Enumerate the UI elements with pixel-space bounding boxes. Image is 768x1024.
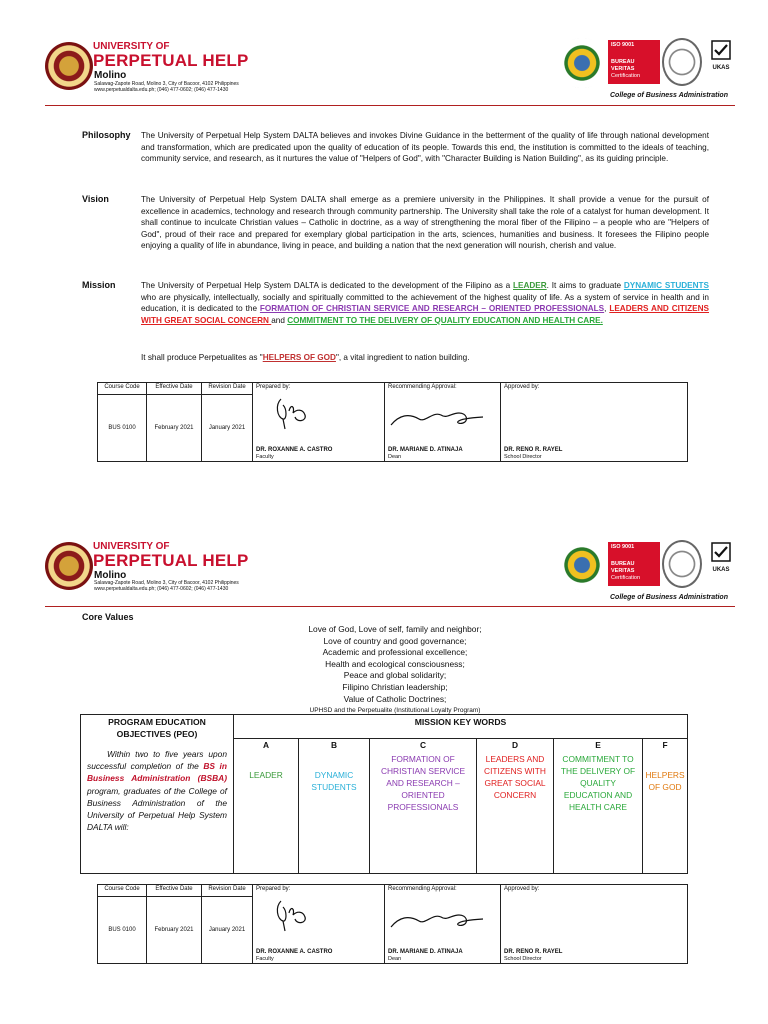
produce-part1: It shall produce Perpetualites as " bbox=[141, 353, 263, 362]
recommending-name: DR. MARIANE D. ATINAJA bbox=[388, 949, 463, 955]
ukas-logo bbox=[706, 542, 736, 586]
column-text-d: LEADERS AND CITIZENS WITH GREAT SOCIAL CONCERN bbox=[477, 751, 554, 874]
approved-name: DR. RENO R. RAYEL bbox=[504, 949, 563, 955]
peo-mission-table bbox=[80, 714, 688, 874]
address: Salawag-Zapote Road, Molino 3, City of Bacoor, 4102 Philippines bbox=[94, 81, 239, 87]
bv-1828-seal-icon bbox=[662, 38, 702, 86]
mission-text bbox=[141, 280, 709, 326]
mission-part4: , bbox=[604, 304, 610, 314]
effective-date-label: Effective Date bbox=[147, 383, 202, 395]
contact-info: www.perpetualdalta.edu.ph; (046) 477-0602; (046) 477-1430 bbox=[94, 87, 229, 93]
college-name: College of Business Administration bbox=[610, 594, 728, 601]
prepared-name: DR. ROXANNE A. CASTRO bbox=[256, 949, 333, 955]
mission-commitment: COMMITMENT TO THE DELIVERY OF QUALITY EDUCATION AND HEALTH CARE. bbox=[287, 315, 603, 325]
brand-line2: PERPETUAL HELP bbox=[93, 51, 249, 70]
mission-part2: . It aims to graduate bbox=[546, 281, 624, 290]
recommending-role: Dean bbox=[388, 956, 402, 962]
core-value-item: Value of Catholic Doctrines; bbox=[343, 693, 447, 704]
crown-check-icon bbox=[711, 40, 731, 60]
column-text-f: HELPERS OF GOD bbox=[643, 751, 688, 874]
cert-iso: ISO 9001 bbox=[611, 42, 635, 48]
mission-leader: LEADER bbox=[513, 281, 547, 290]
course-code-label: Course Code bbox=[98, 885, 147, 897]
signature-atinaja-icon bbox=[389, 405, 485, 431]
header-divider bbox=[45, 105, 735, 106]
effective-date-label: Effective Date bbox=[147, 885, 202, 897]
philosophy-text: The University of Perpetual Help System DALTA believes and invokes Divine Guidance in the betterment of the quality of life through national development and transformation, which are predicated upon the quality of education of its people. Towards this end, the institution is committed to the ideals of teaching, community service, and research, as it nurtures the value of "Helpers of God", with "Character Building is Nation Building", as its guiding principle. bbox=[141, 131, 709, 164]
column-letter-e: E bbox=[554, 739, 643, 752]
column-letter-c: C bbox=[370, 739, 477, 752]
mission-label: Mission bbox=[82, 280, 116, 290]
revision-date-label: Revision Date bbox=[202, 885, 253, 897]
course-code-label: Course Code bbox=[98, 383, 147, 395]
mission-keywords-header: MISSION KEY WORDS bbox=[234, 715, 688, 739]
bv-1828-seal-icon bbox=[662, 540, 702, 588]
core-value-item: Love of country and good governance; bbox=[323, 635, 467, 646]
campus-name: Molino bbox=[94, 570, 127, 581]
core-values-list bbox=[200, 624, 590, 717]
university-seal-logo bbox=[45, 42, 93, 90]
cert-bv: BUREAU VERITAS bbox=[611, 59, 635, 72]
prepared-label: Prepared by: bbox=[256, 384, 291, 390]
bureau-veritas-logo bbox=[608, 40, 660, 84]
approved-name: DR. RENO R. RAYEL bbox=[504, 447, 563, 453]
campus-name: Molino bbox=[94, 70, 127, 81]
produce-part2: ", a vital ingredient to nation building. bbox=[335, 353, 470, 362]
core-value-item: Academic and professional excellence; bbox=[322, 647, 468, 658]
brand-line1: UNIVERSITY OF bbox=[93, 541, 170, 552]
core-values-footer: UPHSD and the Perpetualite (Institutional Loyalty Program) bbox=[309, 707, 481, 715]
prepared-cell bbox=[253, 885, 385, 964]
recommending-role: Dean bbox=[388, 454, 402, 460]
deped-seal-icon bbox=[558, 540, 606, 590]
effective-date-value: February 2021 bbox=[147, 395, 202, 462]
ukas-text: UKAS bbox=[712, 65, 730, 71]
course-code-value: BUS 0100 bbox=[98, 395, 147, 462]
column-text-e: COMMITMENT TO THE DELIVERY OF QUALITY EDUCATION AND HEALTH CARE bbox=[554, 751, 643, 874]
revision-date-value: January 2021 bbox=[202, 897, 253, 964]
header-divider bbox=[45, 606, 735, 607]
column-text-a: LEADER bbox=[234, 751, 299, 874]
column-letter-f: F bbox=[643, 739, 688, 752]
cert-bv-sub: Certification bbox=[611, 575, 641, 581]
effective-date-value: February 2021 bbox=[147, 897, 202, 964]
core-value-item: Love of God, Love of self, family and neighbor; bbox=[308, 624, 482, 634]
column-text-b: DYNAMIC STUDENTS bbox=[299, 751, 370, 874]
recommending-cell bbox=[385, 383, 501, 462]
peo-body-part1: Within two to five years upon successful completion of the bbox=[87, 749, 227, 772]
cert-iso: ISO 9001 bbox=[611, 544, 635, 550]
vision-label: Vision bbox=[82, 194, 109, 204]
bureau-veritas-logo bbox=[608, 542, 660, 586]
signature-table-2 bbox=[97, 884, 688, 964]
signature-castro-icon bbox=[273, 395, 313, 431]
course-code-value: BUS 0100 bbox=[98, 897, 147, 964]
approved-role: School Director bbox=[504, 956, 542, 962]
approved-cell bbox=[501, 885, 688, 964]
column-letter-a: A bbox=[234, 739, 299, 752]
prepared-cell bbox=[253, 383, 385, 462]
signature-castro-icon bbox=[273, 897, 313, 933]
mission-dynamic-students: DYNAMIC STUDENTS bbox=[623, 281, 709, 290]
college-name: College of Business Administration bbox=[610, 92, 728, 99]
university-seal-logo bbox=[45, 542, 93, 590]
prepared-role: Faculty bbox=[256, 956, 274, 962]
revision-date-value: January 2021 bbox=[202, 395, 253, 462]
peo-header: PROGRAM EDUCATION OBJECTIVES (PEO) bbox=[108, 717, 206, 739]
revision-date-label: Revision Date bbox=[202, 383, 253, 395]
cert-bv: BUREAU VERITAS bbox=[611, 561, 635, 574]
recommending-label: Recommending Approval: bbox=[388, 886, 457, 892]
approved-cell bbox=[501, 383, 688, 462]
approved-label: Approved by: bbox=[504, 886, 540, 892]
peo-body-part2: program, graduates of the College of Business Administration of the University of Perpetual Help System DALTA will: bbox=[87, 785, 227, 833]
signature-table-1 bbox=[97, 382, 688, 462]
brand-line2: PERPETUAL HELP bbox=[93, 551, 249, 570]
recommending-name: DR. MARIANE D. ATINAJA bbox=[388, 447, 463, 453]
mission-part1: The University of Perpetual Help System DALTA is dedicated to the development of the Filipino as a bbox=[141, 281, 513, 290]
mission-part3: who are physically, intellectually, socially and spiritually committed to the achievement of the highest quality of life. As a system of service in health and in education, it is dedicated to the bbox=[141, 292, 709, 314]
mission-formation: FORMATION OF CHRISTIAN SERVICE AND RESEARCH – ORIENTED PROFESSIONALS bbox=[259, 304, 605, 314]
recommending-label: Recommending Approval: bbox=[388, 384, 457, 390]
contact-info: www.perpetualdalta.edu.ph; (046) 477-0602; (046) 477-1430 bbox=[94, 586, 229, 592]
ukas-logo bbox=[706, 40, 736, 84]
vision-text: The University of Perpetual Help System DALTA shall emerge as a premiere university in the Philippines. It shall provide a venue for the pursuit of excellence in academics, technology and research through community partnership. The University shall take the role of a catalyst for human development. It shall continue to inculcate Christian values – Catholic in doctrine, as a way of strengthening the moral fiber of the Filipino – a people who are "Helpers of God", proud of their race and prepared for exemplary global participation in the arts, sciences, humanities and business. It foresees the Filipino people enjoying a quality of life in abundance, living in peace, and building a nation that the next generation will nourish, cherish and value. bbox=[141, 195, 709, 251]
peo-program: BS in Business Administration (BSBA) bbox=[87, 761, 227, 784]
philosophy-label: Philosophy bbox=[82, 130, 131, 140]
signature-atinaja-icon bbox=[389, 907, 485, 933]
approved-label: Approved by: bbox=[504, 384, 540, 390]
mission-part5: and bbox=[271, 315, 288, 325]
produce-helpers-of-god: HELPERS OF GOD bbox=[262, 353, 336, 362]
deped-seal-icon bbox=[558, 38, 606, 88]
peo-body bbox=[87, 748, 227, 833]
column-text-c: FORMATION OF CHRISTIAN SERVICE AND RESEARCH – ORIENTED PROFESSIONALS bbox=[370, 751, 477, 874]
prepared-label: Prepared by: bbox=[256, 886, 291, 892]
column-letter-d: D bbox=[477, 739, 554, 752]
cert-bv-sub: Certification bbox=[611, 73, 641, 79]
ukas-text: UKAS bbox=[712, 567, 730, 573]
prepared-role: Faculty bbox=[256, 454, 274, 460]
mission-leaders-citizens: LEADERS AND CITIZENS WITH GREAT SOCIAL CONCERN bbox=[141, 304, 709, 325]
approved-role: School Director bbox=[504, 454, 542, 460]
core-value-item: Filipino Christian leadership; bbox=[342, 681, 448, 692]
recommending-cell bbox=[385, 885, 501, 964]
peo-cell bbox=[81, 715, 234, 874]
core-values-label: Core Values bbox=[82, 612, 134, 622]
crown-check-icon bbox=[711, 542, 731, 562]
column-letter-b: B bbox=[299, 739, 370, 752]
core-value-item: Health and ecological consciousness; bbox=[325, 658, 465, 669]
address: Salawag-Zapote Road, Molino 3, City of Bacoor, 4102 Philippines bbox=[94, 580, 239, 586]
prepared-name: DR. ROXANNE A. CASTRO bbox=[256, 447, 333, 453]
produce-text bbox=[141, 352, 709, 364]
brand-line1: UNIVERSITY OF bbox=[93, 41, 170, 52]
core-value-item: Peace and global solidarity; bbox=[343, 670, 447, 681]
